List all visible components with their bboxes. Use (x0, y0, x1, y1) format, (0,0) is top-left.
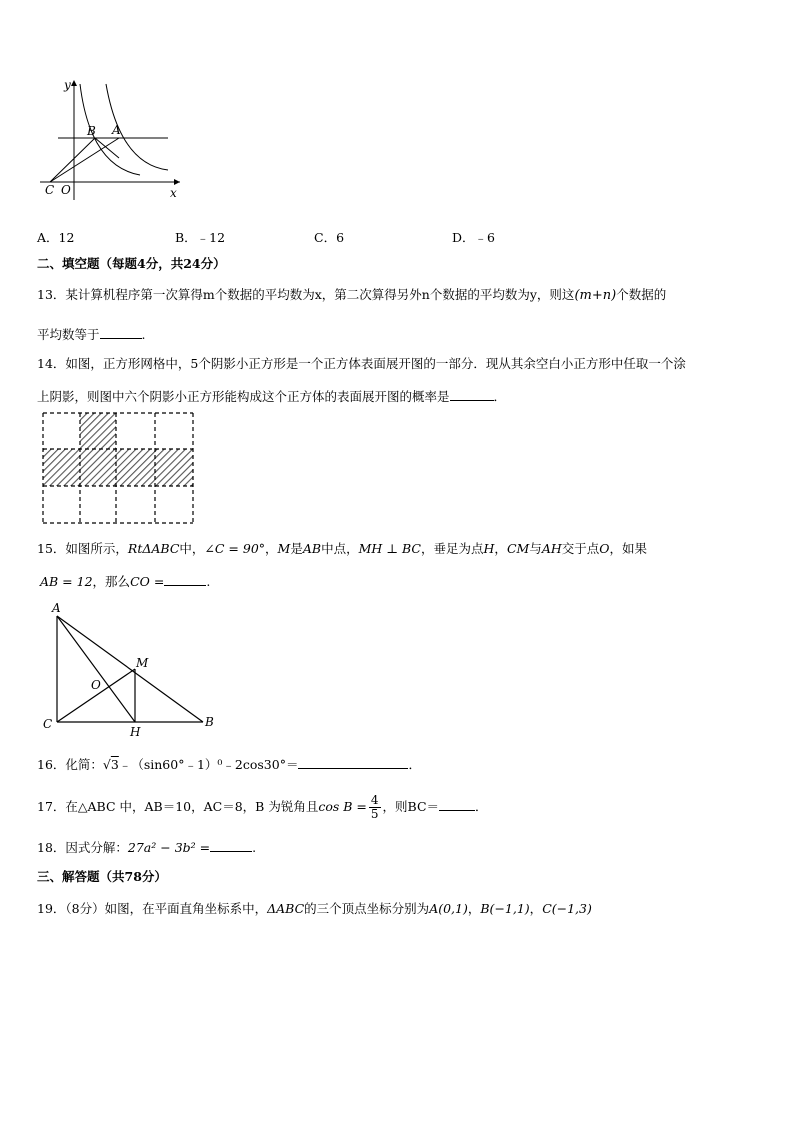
section-3-heading: 三、解答题（共78分） (37, 869, 167, 884)
option-c: C．6 (314, 230, 345, 245)
fraction-4-5: $\frac{4}{5}$ (370, 793, 379, 821)
question-13-line1: 13．某计算机程序第一次算得m个数据的平均数为x，第二次算得另外n个数据的平均数为y，则这(m+n)个数据的 (37, 287, 667, 303)
label-A: A (112, 123, 121, 137)
label-O: O (91, 678, 101, 692)
label-C: C (45, 183, 55, 197)
label-O: O (61, 183, 71, 197)
hyperbola-figure (40, 76, 190, 202)
question-16: 16．化简：√3﹣（sin60°﹣1）⁰﹣2cos30°＝ ． (37, 757, 421, 772)
triangle-figure (40, 598, 220, 738)
label-x: x (170, 186, 177, 200)
option-d: D．﹣6 (452, 230, 495, 245)
question-15-line1: 15．如图所示，RtΔABC中，∠C = 90°，M是AB中点，MH ⊥ BC，垂足为点H，CM与AH交于点O，如果 (37, 541, 648, 556)
answer-blank-17[interactable] (439, 797, 475, 811)
cube-net-grid (40, 410, 196, 526)
label-M: M (136, 656, 149, 670)
label-y: y (64, 78, 71, 92)
label-B: B (205, 715, 214, 729)
question-15-line2: AB = 12，那么CO = . (40, 574, 211, 589)
section-2-heading: 二、填空题（每题4分，共24分） (37, 256, 226, 271)
label-H: H (130, 725, 141, 738)
label-B: B (87, 124, 96, 138)
option-b: B．﹣12 (175, 230, 226, 245)
answer-blank-18[interactable] (210, 838, 252, 852)
answer-blank-16[interactable] (298, 755, 408, 769)
answer-blank-13[interactable] (100, 325, 142, 339)
answer-blank-14[interactable] (450, 387, 494, 401)
label-C: C (43, 717, 53, 731)
question-13-line2: 平均数等于 . (37, 327, 146, 342)
question-18: 18．因式分解：27a² − 3b² = . (37, 840, 257, 855)
answer-blank-15[interactable] (164, 572, 206, 586)
question-17: 17．在△ABC 中，AB＝10，AC＝8，B 为锐角且cos B = $\frac{4}{5}$ ，则BC＝ ． (37, 793, 488, 821)
label-A: A (52, 601, 61, 615)
question-14-line1: 14．如图，正方形网格中，5个阴影小正方形是一个正方体表面展开图的一部分．现从其余空白小正方形中任取一个涂 (37, 356, 686, 371)
question-14-line2: 上阴影，则图中六个阴影小正方形能构成这个正方体的表面展开图的概率是 ． (37, 389, 507, 404)
question-19: 19．（8分）如图，在平面直角坐标系中，ΔABC的三个顶点坐标分别为A(0,1)，B(−1,1)，C(−1,3) (37, 901, 592, 916)
option-a: A．12 (37, 230, 75, 245)
